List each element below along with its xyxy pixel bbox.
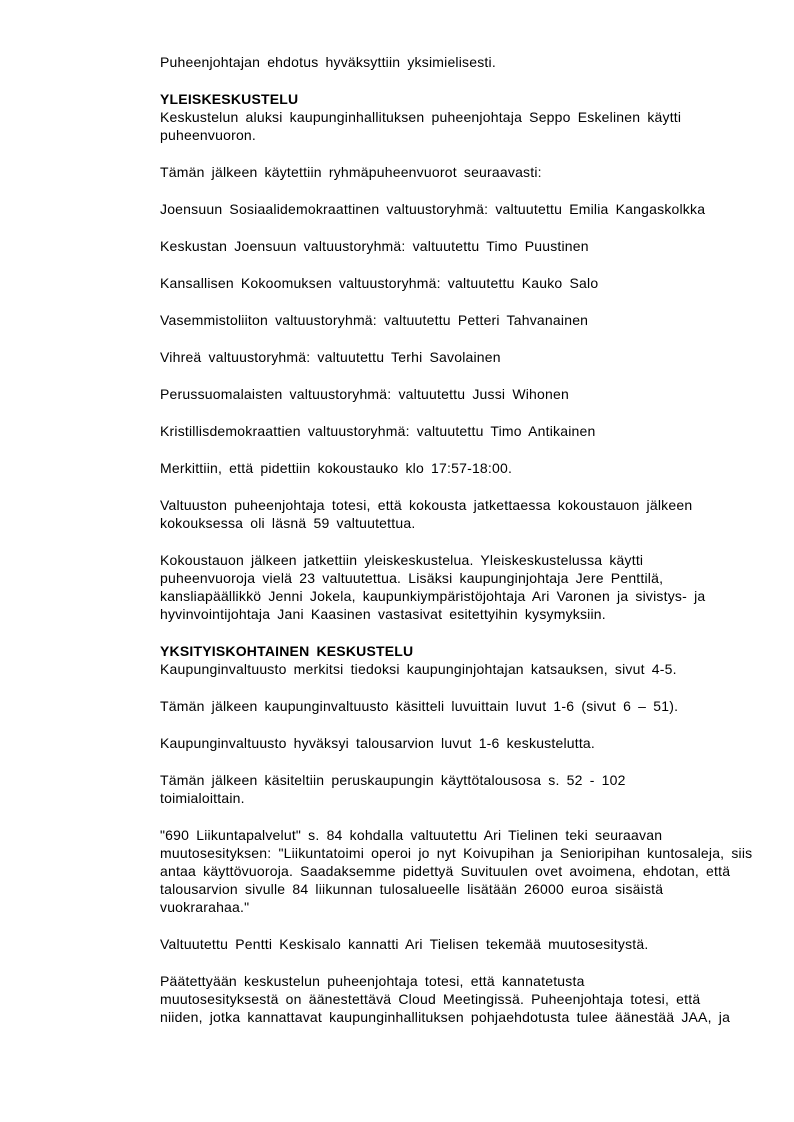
text-line: muutosesityksen: "Liikuntatoimi operoi jo nyt Koivupihan ja Senioripihan kuntosaleja, siis <box>160 845 753 861</box>
text-line: Vasemmistoliiton valtuustoryhmä: valtuutettu Petteri Tahvanainen <box>160 312 589 328</box>
section <box>160 642 785 678</box>
document-body <box>160 53 785 1045</box>
text-line: talousarvion sivulle 84 liikunnan tulosalueelle lisätään 26000 euroa sisäistä <box>160 881 664 897</box>
paragraph <box>160 771 785 807</box>
paragraph <box>160 734 785 752</box>
paragraph <box>160 200 785 218</box>
paragraph <box>160 826 785 916</box>
section <box>160 90 785 144</box>
text-line: vuokrarahaa." <box>160 899 250 915</box>
text-line: Tämän jälkeen kaupunginvaltuusto käsitteli luvuittain luvut 1-6 (sivut 6 – 51). <box>160 698 679 714</box>
paragraph <box>160 53 785 71</box>
text-line: kokouksessa oli läsnä 59 valtuutettua. <box>160 515 416 531</box>
text-line: Valtuutettu Pentti Keskisalo kannatti Ari Tielisen tekemää muutosesitystä. <box>160 936 649 952</box>
text-line: toimialoittain. <box>160 790 245 806</box>
text-line: Kansallisen Kokoomuksen valtuustoryhmä: valtuutettu Kauko Salo <box>160 275 599 291</box>
paragraph <box>160 972 785 1026</box>
text-line: Keskustan Joensuun valtuustoryhmä: valtuutettu Timo Puustinen <box>160 238 589 254</box>
text-line: Päätettyään keskustelun puheenjohtaja totesi, että kannatetusta <box>160 973 585 989</box>
text-line: "690 Liikuntapalvelut" s. 84 kohdalla valtuutettu Ari Tielinen teki seuraavan <box>160 827 663 843</box>
text-line: Vihreä valtuustoryhmä: valtuutettu Terhi Savolainen <box>160 349 501 365</box>
paragraph <box>160 697 785 715</box>
paragraph <box>160 422 785 440</box>
text-line: Perussuomalaisten valtuustoryhmä: valtuutettu Jussi Wihonen <box>160 386 569 402</box>
text-line: hyvinvointijohtaja Jani Kaasinen vastasivat esitettyihin kysymyksiin. <box>160 606 606 622</box>
text-line: muutosesityksestä on äänestettävä Cloud Meetingissä. Puheenjohtaja totesi, että <box>160 991 701 1007</box>
text-line: Puheenjohtajan ehdotus hyväksyttiin yksimielisesti. <box>160 54 496 70</box>
paragraph <box>160 163 785 181</box>
section-heading: YLEISKESKUSTELU <box>160 91 299 107</box>
text-line: Tämän jälkeen käsiteltiin peruskaupungin käyttötalousosa s. 52 - 102 <box>160 772 626 788</box>
paragraph <box>160 311 785 329</box>
section-heading: YKSITYISKOHTAINEN KESKUSTELU <box>160 643 414 659</box>
text-line: Kaupunginvaltuusto hyväksyi talousarvion luvut 1-6 keskustelutta. <box>160 735 596 751</box>
paragraph <box>160 459 785 477</box>
text-line: Tämän jälkeen käytettiin ryhmäpuheenvuorot seuraavasti: <box>160 164 542 180</box>
text-line: Kristillisdemokraattien valtuustoryhmä: valtuutettu Timo Antikainen <box>160 423 596 439</box>
paragraph <box>160 935 785 953</box>
paragraph <box>160 496 785 532</box>
text-line: Kaupunginvaltuusto merkitsi tiedoksi kaupunginjohtajan katsauksen, sivut 4-5. <box>160 661 677 677</box>
paragraph <box>160 237 785 255</box>
paragraph <box>160 551 785 623</box>
paragraph <box>160 385 785 403</box>
text-line: kansliapäällikkö Jenni Jokela, kaupunkiympäristöjohtaja Ari Varonen ja sivistys- ja <box>160 588 706 604</box>
text-line: niiden, jotka kannattavat kaupunginhallituksen pohjaehdotusta tulee äänestää JAA, ja <box>160 1009 731 1025</box>
text-line: puheenvuoroja vielä 23 valtuutettua. Lisäksi kaupunginjohtaja Jere Penttilä, <box>160 570 664 586</box>
paragraph <box>160 274 785 292</box>
text-line: Merkittiin, että pidettiin kokoustauko klo 17:57-18:00. <box>160 460 513 476</box>
text-line: Kokoustauon jälkeen jatkettiin yleiskeskustelua. Yleiskeskustelussa käytti <box>160 552 644 568</box>
paragraph <box>160 348 785 366</box>
text-line: antaa käyttövuoroja. Saadaksemme pidettyä Suvituulen ovet avoimena, ehdotan, että <box>160 863 731 879</box>
text-line: Keskustelun aluksi kaupunginhallituksen puheenjohtaja Seppo Eskelinen käytti <box>160 109 682 125</box>
text-line: puheenvuoron. <box>160 127 257 143</box>
text-line: Valtuuston puheenjohtaja totesi, että kokousta jatkettaessa kokoustauon jälkeen <box>160 497 693 513</box>
text-line: Joensuun Sosiaalidemokraattinen valtuustoryhmä: valtuutettu Emilia Kangaskolkka <box>160 201 706 217</box>
